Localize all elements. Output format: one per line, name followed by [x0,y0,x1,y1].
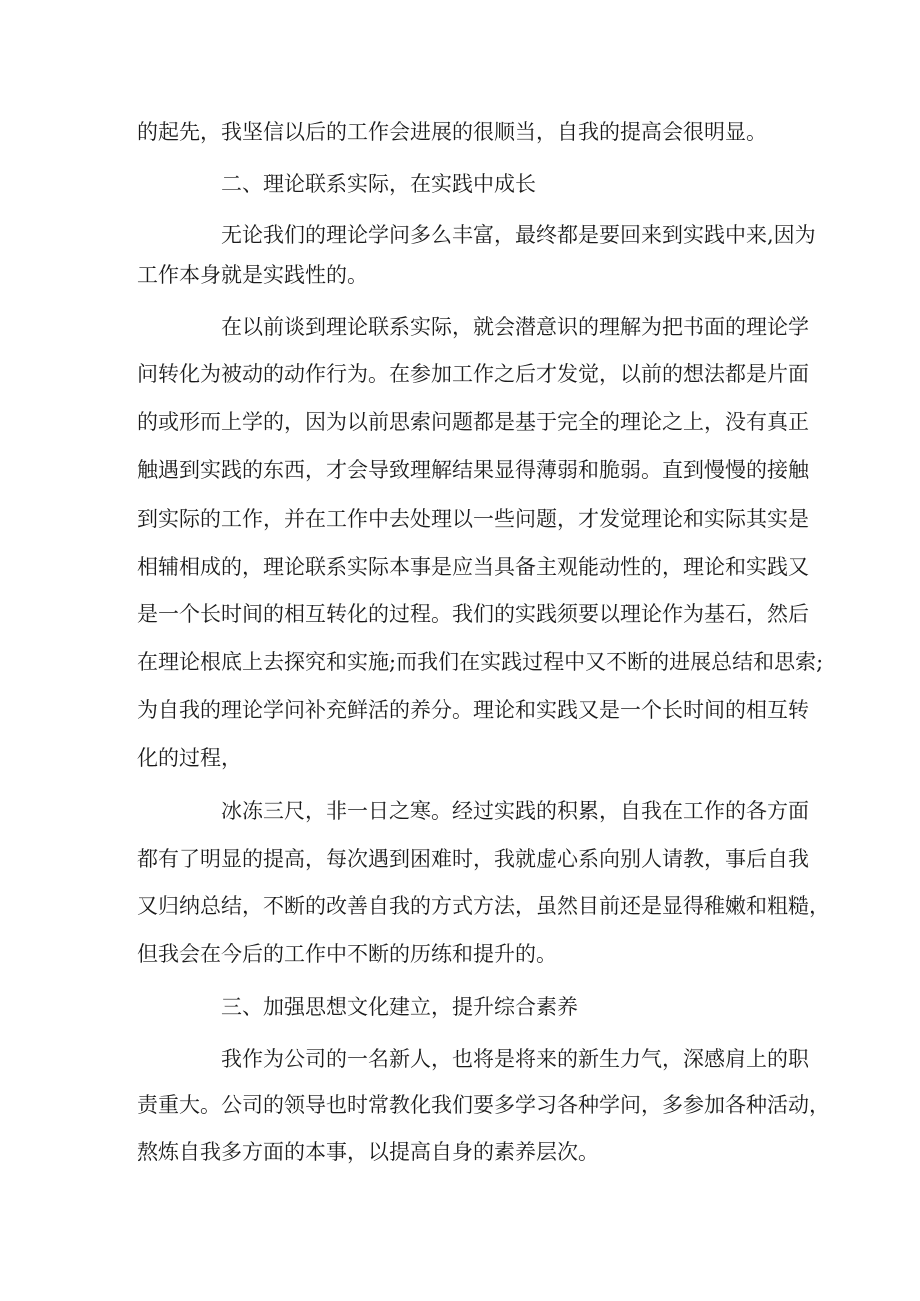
paragraph-line: 化的过程， [137,746,242,770]
paragraph-line: 都有了明显的提高，每次遇到困难时，我就虚心系向别人请教，事后自我 [137,847,809,871]
paragraph-line: 触遇到实践的东西，才会导致理解结果显得薄弱和脆弱。直到慢慢的接触 [137,458,809,482]
paragraph-line: 的起先，我坚信以后的工作会进展的很顺当，自我的提高会很明显。 [137,120,767,144]
paragraph-line: 在以前谈到理论联系实际，就会潜意识的理解为把书面的理论学 [221,315,809,339]
paragraph-line: 到实际的工作，并在工作中去处理以一些问题，才发觉理论和实际其实是 [137,507,809,531]
paragraph-line: 熬炼自我多方面的本事，以提高自身的素养层次。 [137,1140,599,1164]
paragraph-line: 无论我们的理论学问多么丰富，最终都是要回来到实践中来,因为 [221,223,816,247]
paragraph-line: 但我会在今后的工作中不断的历练和提升的。 [137,942,557,966]
paragraph-line: 责重大。公司的领导也时常教化我们要多学习各种学问，多参加各种活动， [137,1093,830,1117]
paragraph-line: 的或形而上学的，因为以前思索问题都是基于完全的理论之上，没有真正 [137,410,809,434]
section-heading: 二、理论联系实际，在实践中成长 [221,172,536,196]
section-heading: 三、加强思想文化建立，提升综合素养 [221,995,578,1019]
paragraph-line: 为自我的理论学问补充鲜活的养分。理论和实践又是一个长时间的相互转 [137,698,809,722]
paragraph-line: 在理论根底上去探究和实施;而我们在实践过程中又不断的进展总结和思索; [137,650,824,674]
paragraph-line: 相辅相成的，理论联系实际本事是应当具备主观能动性的，理论和实践又 [137,555,809,579]
paragraph-line: 是一个长时间的相互转化的过程。我们的实践须要以理论作为基石，然后 [137,602,809,626]
paragraph-line: 我作为公司的一名新人，也将是将来的新生力气，深感肩上的职 [221,1047,809,1071]
paragraph-line: 工作本身就是实践性的。 [137,263,368,287]
paragraph-line: 又归纳总结，不断的改善自我的方式方法，虽然目前还是显得稚嫩和粗糙， [137,894,830,918]
paragraph-line: 冰冻三尺，非一日之寒。经过实践的积累，自我在工作的各方面 [221,799,809,823]
paragraph-line: 问转化为被动的动作行为。在参加工作之后才发觉，以前的想法都是片面 [137,362,809,386]
